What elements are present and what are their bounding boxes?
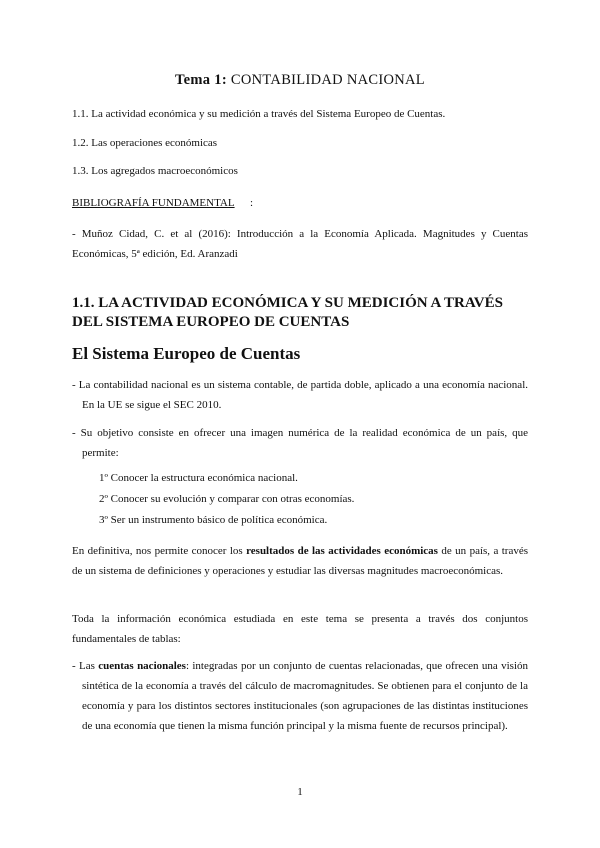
numbered-item-1: 1º Conocer la estructura económica nacional. (99, 472, 298, 484)
page-title (72, 72, 528, 89)
bibliography-label: BIBLIOGRAFÍA FUNDAMENTAL (72, 197, 235, 209)
paragraph-tables: Toda la información económica estudiada en este tema se presenta a través dos conjuntos fundamentales de tablas: (72, 613, 528, 645)
toc-item-1: 1.1. La actividad económica y su medición a través del Sistema Europeo de Cuentas. (72, 108, 446, 120)
title-prefix: Tema 1: (175, 72, 227, 88)
bullet-item-3: - Las cuentas nacionales: integradas por un conjunto de cuentas relacionadas, que ofrecen una visión sintética de la economía a través del cálculo de macromagnitudes. Se obtienen para el conjunto de la economía y para los distintos sectores institucionales (son agrupaciones de las distintas instituciones de una economía que tienen la misma función principal y la misma fuente de recursos principal). (72, 660, 529, 732)
toc-item-2: 1.2. Las operaciones económicas (72, 137, 218, 149)
bullet-item-2: - Su objetivo consiste en ofrecer una imagen numérica de la realidad económica de un país, que permite: (72, 427, 528, 459)
title-text: CONTABILIDAD NACIONAL (230, 72, 425, 88)
section-heading: 1.1. LA ACTIVIDAD ECONÓMICA Y SU MEDICIÓN A TRAVÉS DEL SISTEMA EUROPEO DE CUENTAS (72, 295, 503, 330)
toc-item-3: 1.3. Los agregados macroeconómicos (72, 165, 238, 177)
highlight-results: resultados de las actividades económicas (246, 545, 438, 557)
numbered-item-2: 2º Conocer su evolución y comparar con otras economías. (99, 493, 355, 505)
bullet-item-1: - La contabilidad nacional es un sistema contable, de partida doble, aplicado a una economía nacional. En la UE se sigue el SEC 2010. (72, 379, 528, 411)
paragraph-summary: En definitiva, nos permite conocer los resultados de las actividades económicas de un país, a través de un sistema de definiciones y operaciones y estudiar las diversas magnitudes macroeconómicas. (72, 545, 528, 577)
bibliography-colon: : (250, 197, 254, 209)
bibliography-entry: - Muñoz Cidad, C. et al (2016): Introducción a la Economía Aplicada. Magnitudes y Cuentas Económicas, 5ª edición, Ed. Aranzadi (72, 228, 528, 260)
numbered-item-3: 3º Ser un instrumento básico de política económica. (99, 514, 328, 526)
highlight-national-accounts: cuentas nacionales (98, 660, 186, 672)
page-number: 1 (297, 786, 303, 798)
section-subheading: El Sistema Europeo de Cuentas (72, 344, 301, 363)
